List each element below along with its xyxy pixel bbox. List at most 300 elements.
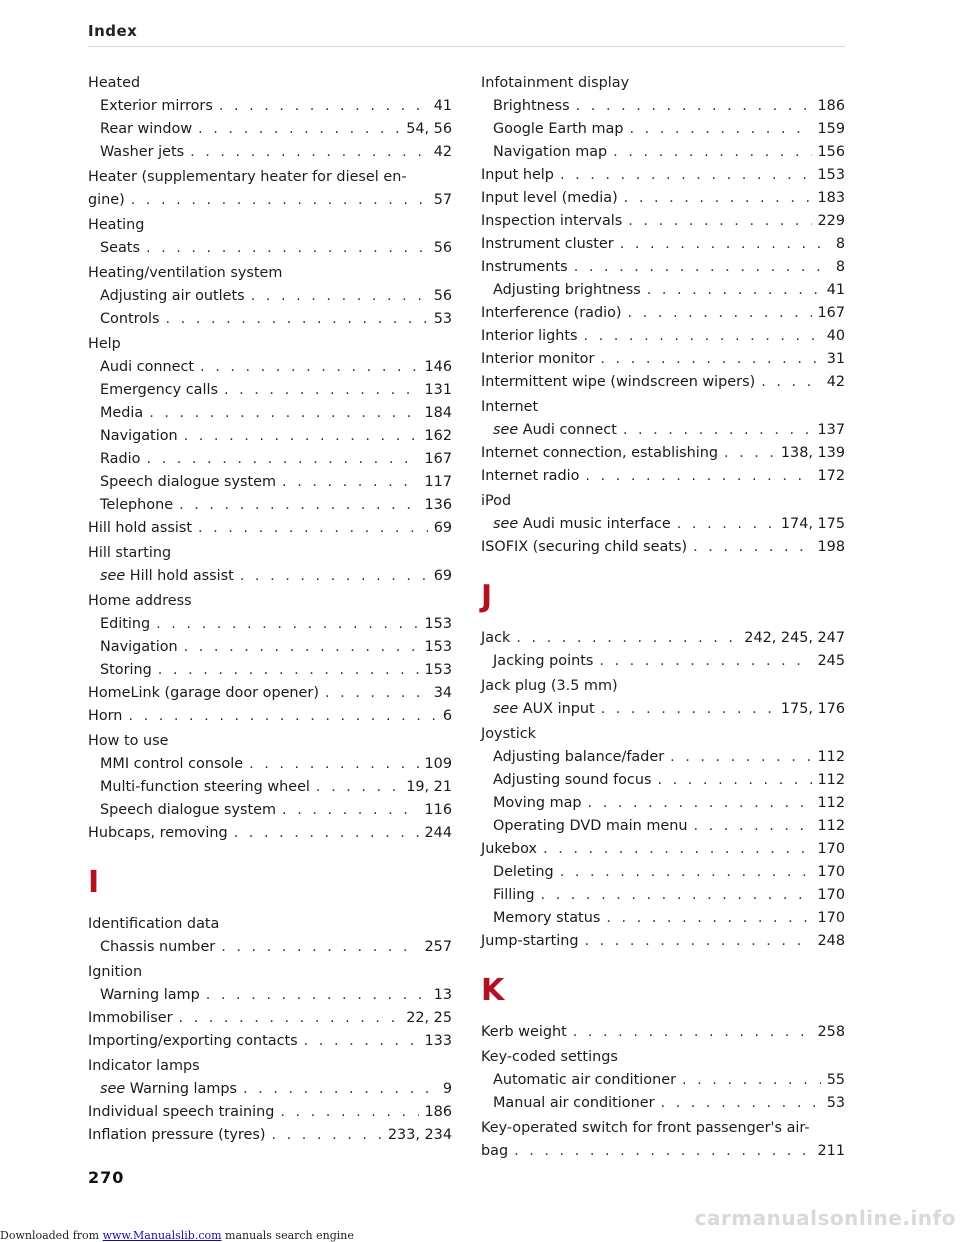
- entry-text: [481, 627, 510, 650]
- index-heading: Heating: [88, 217, 145, 233]
- page-reference: 112: [817, 772, 845, 788]
- index-subentry: [88, 936, 452, 959]
- page-reference: 153: [817, 167, 845, 183]
- entry-text: [493, 141, 607, 164]
- index-subentry: [481, 861, 845, 884]
- manualslib-link[interactable]: www.Manualslib.com: [102, 1229, 222, 1242]
- index-column-right: [481, 70, 845, 1163]
- index-subentry: [88, 565, 452, 588]
- entry-label: Manual air conditioner: [493, 1095, 655, 1111]
- dot-leader: [131, 189, 428, 212]
- page-reference: 57: [433, 192, 452, 208]
- index-entry: [481, 465, 845, 488]
- index-heading: Help: [88, 336, 121, 352]
- entry-label: Inflation pressure (tyres): [88, 1127, 266, 1143]
- index-heading: Indicator lamps: [88, 1058, 200, 1074]
- dot-leader: [620, 233, 830, 256]
- entry-text: [493, 698, 595, 721]
- entry-label: Adjusting air outlets: [100, 288, 245, 304]
- page-reference: 112: [817, 818, 845, 834]
- entry-text: [481, 1140, 508, 1163]
- page-reference: 41: [826, 282, 845, 298]
- entry-text: [100, 379, 218, 402]
- footer-prefix: Downloaded from: [0, 1229, 103, 1242]
- index-entry: [481, 210, 845, 233]
- page-reference: 162: [424, 428, 452, 444]
- watermark: carmanualsonline.info: [694, 1206, 956, 1230]
- index-entry: [88, 682, 452, 705]
- dot-leader: [516, 627, 738, 650]
- entry-label: Warning lamps: [129, 1081, 238, 1097]
- page-reference: 13: [433, 987, 452, 1003]
- index-subentry: [88, 95, 452, 118]
- entry-label: Interior lights: [481, 328, 578, 344]
- page-header: [88, 22, 845, 47]
- entry-text: [88, 517, 192, 540]
- entry-text: [88, 1101, 274, 1124]
- index-heading: Heated: [88, 75, 141, 91]
- index-subentry: [88, 285, 452, 308]
- entry-text: [493, 95, 570, 118]
- entry-text: [100, 659, 152, 682]
- entry-label: Automatic air conditioner: [493, 1072, 676, 1088]
- index-subentry: [481, 884, 845, 907]
- entry-text: [100, 636, 178, 659]
- index-entry: [481, 1021, 845, 1044]
- entry-text: [100, 776, 310, 799]
- entry-label: Multi-function steering wheel: [100, 779, 310, 795]
- entry-label: HomeLink (garage door opener): [88, 685, 319, 701]
- dot-leader: [599, 650, 811, 673]
- index-entry: [481, 256, 845, 279]
- entry-label: Chassis number: [100, 939, 216, 955]
- dot-leader: [761, 371, 821, 394]
- entry-label: Rear window: [100, 121, 193, 137]
- page-reference: 131: [424, 382, 452, 398]
- page-reference: 112: [817, 795, 845, 811]
- index-heading: Infotainment display: [481, 75, 630, 91]
- entry-text: [88, 1030, 298, 1053]
- dot-leader: [240, 565, 428, 588]
- index-entry: [88, 1101, 452, 1124]
- index-heading: Ignition: [88, 964, 143, 980]
- entry-text: [88, 1007, 172, 1030]
- dot-leader: [623, 419, 812, 442]
- index-entry: [481, 302, 845, 325]
- index-heading: Hill starting: [88, 545, 172, 561]
- page-reference: 167: [817, 305, 845, 321]
- page-reference: 112: [817, 749, 845, 765]
- entry-label: Emergency calls: [100, 382, 218, 398]
- index-heading: Heater (supplementary heater for diesel en-: [88, 169, 407, 185]
- index-subentry: [481, 279, 845, 302]
- dot-leader: [600, 348, 820, 371]
- entry-label: Memory status: [493, 910, 601, 926]
- index-heading: Home address: [88, 593, 192, 609]
- entry-text: [493, 815, 688, 838]
- entry-text: [481, 838, 537, 861]
- entry-label: Interior monitor: [481, 351, 595, 367]
- dot-leader: [206, 984, 428, 1007]
- dot-leader: [221, 936, 418, 959]
- entry-label: Importing/exporting contacts: [88, 1033, 298, 1049]
- index-entry: [88, 705, 452, 728]
- dot-leader: [724, 442, 775, 465]
- entry-label: Adjusting balance/fader: [493, 749, 665, 765]
- entry-label: Input help: [481, 167, 554, 183]
- entry-text: [100, 402, 143, 425]
- dot-leader: [601, 698, 775, 721]
- index-subentry: [481, 698, 845, 721]
- dot-leader: [670, 746, 811, 769]
- page-reference: 244: [424, 825, 452, 841]
- page-reference: 133: [424, 1033, 452, 1049]
- index-heading: Heating/ventilation system: [88, 265, 283, 281]
- index-column-left: [88, 70, 452, 1147]
- entry-text: [88, 822, 228, 845]
- entry-text: [493, 769, 651, 792]
- index-subentry: [88, 613, 452, 636]
- index-subentry: [481, 118, 845, 141]
- dot-leader: [560, 861, 812, 884]
- index-entry: [88, 822, 452, 845]
- entry-text: [493, 907, 600, 930]
- page-reference: 19, 21: [406, 779, 452, 795]
- entry-text: [481, 930, 578, 953]
- entry-label: Audi connect: [522, 422, 617, 438]
- footer-suffix: manuals search engine: [221, 1229, 354, 1242]
- entry-label: Internet radio: [481, 468, 580, 484]
- index-subentry: [88, 799, 452, 822]
- entry-label: Brightness: [493, 98, 570, 114]
- page-reference: 242, 245, 247: [744, 630, 845, 646]
- index-heading: Key-operated switch for front passenger's air-: [481, 1120, 810, 1136]
- dot-leader: [224, 379, 419, 402]
- entry-text: [493, 279, 641, 302]
- entry-label: Telephone: [100, 497, 174, 513]
- index-subentry: [88, 141, 452, 164]
- entry-label: Immobiliser: [88, 1010, 173, 1026]
- entry-text: [481, 233, 614, 256]
- dot-leader: [325, 682, 428, 705]
- entry-text: [100, 95, 213, 118]
- page-reference: 69: [433, 520, 452, 536]
- entry-text: [481, 210, 622, 233]
- entry-label: Adjusting sound focus: [493, 772, 652, 788]
- dot-leader: [576, 95, 812, 118]
- index-heading: Internet: [481, 399, 539, 415]
- page-reference: 174, 175: [780, 516, 845, 532]
- dot-leader: [574, 256, 830, 279]
- section-letter: K: [481, 973, 505, 1008]
- page-reference: 116: [424, 802, 452, 818]
- page-reference: 56: [433, 288, 452, 304]
- index-entry: [481, 371, 845, 394]
- entry-text: [493, 650, 593, 673]
- index-subentry: [88, 356, 452, 379]
- entry-label: Operating DVD main menu: [493, 818, 688, 834]
- entry-label: Inspection intervals: [481, 213, 623, 229]
- dot-leader: [583, 325, 820, 348]
- see-reference: see: [100, 1081, 126, 1097]
- dot-leader: [613, 141, 811, 164]
- dot-leader: [179, 494, 418, 517]
- entry-label: MMI control console: [100, 756, 244, 772]
- page-reference: 42: [433, 144, 452, 160]
- entry-label: Speech dialogue system: [100, 474, 277, 490]
- dot-leader: [588, 792, 812, 815]
- dot-leader: [198, 517, 428, 540]
- entry-text: [100, 285, 245, 308]
- entry-text: [100, 1078, 237, 1101]
- entry-text: [493, 1069, 676, 1092]
- dot-leader: [146, 448, 418, 471]
- see-reference: see: [100, 568, 126, 584]
- page-reference: 257: [424, 939, 452, 955]
- index-heading: Joystick: [481, 726, 536, 742]
- page-reference: 153: [424, 639, 452, 655]
- index-subentry: [88, 984, 452, 1007]
- entry-text: [481, 1021, 567, 1044]
- dot-leader: [629, 118, 811, 141]
- index-heading: How to use: [88, 733, 169, 749]
- dot-leader: [540, 884, 811, 907]
- dot-leader: [234, 822, 419, 845]
- dot-leader: [682, 1069, 821, 1092]
- dot-leader: [166, 308, 428, 331]
- index-subentry: [481, 650, 845, 673]
- entry-label: Instrument cluster: [481, 236, 614, 252]
- page-reference: 8: [835, 236, 845, 252]
- page-reference: 172: [817, 468, 845, 484]
- dot-leader: [190, 141, 428, 164]
- dot-leader: [606, 907, 811, 930]
- index-subentry: [88, 379, 452, 402]
- index-subentry: [88, 494, 452, 517]
- page-reference: 186: [424, 1104, 452, 1120]
- entry-text: [100, 753, 243, 776]
- page-reference: 170: [817, 910, 845, 926]
- entry-label: Intermittent wipe (windscreen wipers): [481, 374, 756, 390]
- dot-leader: [178, 1007, 400, 1030]
- dot-leader: [282, 471, 418, 494]
- entry-label: Individual speech training: [88, 1104, 275, 1120]
- entry-text: [100, 308, 160, 331]
- index-heading: Key-coded settings: [481, 1049, 618, 1065]
- dot-leader: [219, 95, 428, 118]
- dot-leader: [200, 356, 418, 379]
- page-reference: 233, 234: [387, 1127, 452, 1143]
- dot-leader: [657, 769, 811, 792]
- dot-leader: [158, 659, 419, 682]
- index-subentry: [481, 1069, 845, 1092]
- entry-text: [493, 118, 623, 141]
- entry-label: AUX input: [522, 701, 595, 717]
- entry-text: [88, 1124, 265, 1147]
- dot-leader: [514, 1140, 811, 1163]
- entry-text: [88, 682, 319, 705]
- dot-leader: [198, 118, 400, 141]
- entry-label: Adjusting brightness: [493, 282, 641, 298]
- index-entry: [481, 164, 845, 187]
- entry-label: Internet connection, establishing: [481, 445, 718, 461]
- index-subentry: [88, 448, 452, 471]
- page-reference: 41: [433, 98, 452, 114]
- index-subentry: [481, 95, 845, 118]
- entry-label: Washer jets: [100, 144, 185, 160]
- page-reference: 53: [826, 1095, 845, 1111]
- entry-label: Jack: [481, 630, 511, 646]
- entry-label: Hill hold assist: [88, 520, 192, 536]
- index-entry: [481, 627, 845, 650]
- entry-label: Instruments: [481, 259, 568, 275]
- entry-label: Speech dialogue system: [100, 802, 277, 818]
- dot-leader: [628, 210, 811, 233]
- index-heading: Identification data: [88, 916, 220, 932]
- entry-text: [481, 371, 755, 394]
- index-subentry: [88, 1078, 452, 1101]
- index-subentry: [88, 776, 452, 799]
- dot-leader: [543, 838, 811, 861]
- dot-leader: [584, 930, 811, 953]
- index-subentry: [481, 746, 845, 769]
- dot-leader: [128, 705, 436, 728]
- page-reference: 245: [817, 653, 845, 669]
- index-subentry: [88, 118, 452, 141]
- dot-leader: [628, 302, 812, 325]
- page-reference: 184: [424, 405, 452, 421]
- index-subentry: [481, 513, 845, 536]
- dot-leader: [677, 513, 775, 536]
- entry-label: Navigation: [100, 428, 178, 444]
- entry-text: [100, 494, 173, 517]
- entry-label: Storing: [100, 662, 152, 678]
- dot-leader: [647, 279, 821, 302]
- dot-leader: [693, 536, 811, 559]
- entry-label: Moving map: [493, 795, 582, 811]
- page-reference: 258: [817, 1024, 845, 1040]
- index-subentry: [481, 419, 845, 442]
- entry-text: [481, 164, 554, 187]
- page-reference: 198: [817, 539, 845, 555]
- dot-leader: [146, 237, 428, 260]
- entry-text: [481, 256, 568, 279]
- index-subentry: [481, 815, 845, 838]
- index-heading: Jack plug (3.5 mm): [481, 678, 618, 694]
- index-subentry: [88, 425, 452, 448]
- entry-label: Audi music interface: [522, 516, 671, 532]
- dot-leader: [184, 636, 419, 659]
- entry-label: Hubcaps, removing: [88, 825, 228, 841]
- index-entry: [88, 1007, 452, 1030]
- entry-text: [100, 141, 184, 164]
- entry-text: [493, 513, 671, 536]
- entry-label: Jukebox: [481, 841, 538, 857]
- page-reference: 56: [433, 240, 452, 256]
- index-entry: [481, 838, 845, 861]
- page-reference: 54, 56: [406, 121, 452, 137]
- index-entry: [481, 536, 845, 559]
- entry-text: [481, 465, 579, 488]
- page-reference: 42: [826, 374, 845, 390]
- index-entry: [88, 1030, 452, 1053]
- entry-label: Kerb weight: [481, 1024, 567, 1040]
- page-reference: 137: [817, 422, 845, 438]
- entry-text: [100, 984, 200, 1007]
- page-title: Index: [88, 22, 138, 40]
- page-reference: 109: [424, 756, 452, 772]
- dot-leader: [249, 753, 418, 776]
- dot-leader: [624, 187, 812, 210]
- entry-text: [100, 799, 276, 822]
- entry-text: [100, 613, 150, 636]
- page-reference: 153: [424, 662, 452, 678]
- entry-label: Media: [100, 405, 144, 421]
- entry-label: Seats: [100, 240, 140, 256]
- entry-label: bag: [481, 1143, 509, 1159]
- entry-label: Jacking points: [493, 653, 594, 669]
- entry-text: [481, 536, 687, 559]
- entry-text: [493, 792, 582, 815]
- entry-label: Interference (radio): [481, 305, 622, 321]
- entry-label: Hill hold assist: [129, 568, 234, 584]
- dot-leader: [280, 1101, 418, 1124]
- entry-label: Audi connect: [100, 359, 195, 375]
- entry-label: Navigation: [100, 639, 178, 655]
- entry-label: Warning lamp: [100, 987, 200, 1003]
- index-subentry: [88, 402, 452, 425]
- index-entry: [481, 1140, 845, 1163]
- entry-label: Filling: [493, 887, 535, 903]
- entry-text: [493, 746, 664, 769]
- index-subentry: [88, 237, 452, 260]
- entry-text: [100, 936, 215, 959]
- page-reference: 55: [826, 1072, 845, 1088]
- entry-text: [88, 705, 122, 728]
- index-entry: [481, 325, 845, 348]
- see-reference: see: [493, 701, 519, 717]
- entry-label: Google Earth map: [493, 121, 624, 137]
- page-reference: 153: [424, 616, 452, 632]
- index-heading: iPod: [481, 493, 512, 509]
- entry-label: ISOFIX (securing child seats): [481, 539, 688, 555]
- page-reference: 211: [817, 1143, 845, 1159]
- entry-text: [100, 448, 140, 471]
- page-reference: 229: [817, 213, 845, 229]
- index-entry: [481, 233, 845, 256]
- entry-label: Editing: [100, 616, 151, 632]
- page-reference: 146: [424, 359, 452, 375]
- entry-label: Controls: [100, 311, 160, 327]
- page-reference: 31: [826, 351, 845, 367]
- entry-label: Jump-starting: [481, 933, 579, 949]
- entry-text: [481, 302, 622, 325]
- page-reference: 40: [826, 328, 845, 344]
- page-reference: 6: [442, 708, 452, 724]
- see-reference: see: [493, 422, 519, 438]
- index-subentry: [481, 769, 845, 792]
- entry-text: [493, 884, 534, 907]
- dot-leader: [560, 164, 812, 187]
- dot-leader: [149, 402, 418, 425]
- entry-text: [100, 118, 192, 141]
- page-reference: 138, 139: [780, 445, 845, 461]
- page-reference: 9: [442, 1081, 452, 1097]
- page-number: 270: [88, 1168, 125, 1187]
- page-reference: 22, 25: [406, 1010, 452, 1026]
- dot-leader: [156, 613, 418, 636]
- entry-text: [493, 861, 554, 884]
